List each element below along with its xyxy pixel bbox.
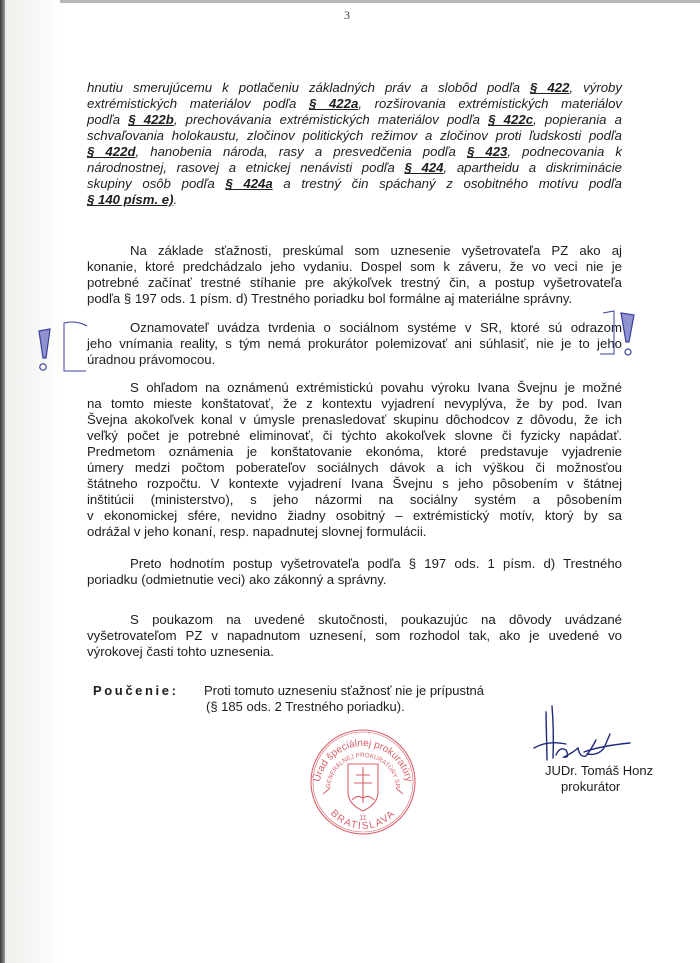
text-line: Na základe sťažnosti, preskúmal som uznesenie vyšetrovateľa PZ ako aj: [130, 243, 622, 258]
text-segment: podľa: [87, 112, 129, 127]
text-segment: skupiny osôb podľa: [87, 176, 226, 191]
text-segment: , hanobenia národa, rasy a presvedčenia podľa: [135, 144, 467, 159]
stamp-inner-text: GENERÁLNEJ PROKURATÚRY SR: [324, 751, 402, 789]
text-segment: extrémistických materiálov podľa: [87, 96, 309, 111]
text-line: Predmetom oznámenia je konštatovanie ekonóma, ktoré predstavuje vyjadrenie: [87, 444, 622, 459]
text-line: v ekonomickej sfére, nevidno žiadny osobitný – extrémistický motív, ktorý by sa: [87, 508, 622, 523]
text-segment: , prechovávania extrémistických materiálov podľa: [173, 112, 489, 127]
text-segment: , výroby: [569, 80, 622, 95]
text-line: Švejna akokoľvek konal v úmysle prenasledovať skupinu dôchodcov z dôvodu, že ich: [87, 412, 622, 427]
poucenie-text: Proti tomuto uzneseniu sťažnosť nie je prípustná: [204, 683, 485, 698]
exclamation-mark-right-icon: [621, 313, 634, 355]
official-stamp: [310, 730, 415, 834]
text-line: podľa § 197 ods. 1 písm. d) Trestného poriadku bol formálne aj materiálne správny.: [87, 291, 573, 306]
signer-role: prokurátor: [561, 779, 621, 794]
text-segment: a trestný čin spáchaný z osobitného motívu podľa: [272, 176, 622, 191]
legal-reference: § 422c: [488, 112, 534, 127]
text-segment: schvaľovania holokaustu, zločinov politických režimov a zločinov proti ľudskosti podľa: [87, 128, 622, 143]
text-segment: , popierania a: [533, 112, 622, 127]
text-line: Oznamovateľ uvádza tvrdenia o sociálnom systéme v SR, ktoré sú odrazom: [130, 320, 622, 335]
text-line: jeho vnímania reality, s tým nemá prokurátor polemizovať ani súhlasiť, nie je to jeho: [87, 336, 622, 351]
handwritten-signature: [534, 706, 630, 760]
text-line: úradnou právomocou.: [87, 352, 216, 367]
text-line: výrokovej časti tohto uznesenia.: [87, 644, 274, 659]
stamp-outer-text: Úrad špeciálnej prokuratúry: [311, 737, 415, 784]
text-line: Preto hodnotím postup vyšetrovateľa podľa § 197 ods. 1 písm. d) Trestného: [130, 556, 622, 571]
legal-reference: § 422b: [128, 112, 174, 127]
text-line: S poukazom na uvedené skutočnosti, poukazujúc na dôvody uvádzané: [130, 612, 622, 627]
bracket-left-icon: [64, 322, 87, 371]
legal-reference: § 423: [466, 144, 508, 159]
stamp-number: 11: [359, 815, 367, 822]
text-segment: hnutiu smerujúcemu k potlačeniu základných práv a slobôd podľa: [87, 80, 531, 95]
signer-name: JUDr. Tomáš Honz: [545, 763, 654, 778]
legal-reference: § 422: [530, 80, 570, 95]
text-line: potrebné začínať trestné stíhanie pre akýkoľvek trestný čin, a postup vyšetrovateľa: [87, 275, 622, 290]
text-line: štátneho rozpočtu. V kontexte vyjadrení Ivana Švejnu s jeho pôsobením v štátnej: [87, 476, 622, 491]
text-segment: národnostnej, rasovej a etnickej nenávisti podľa: [87, 160, 405, 175]
text-segment: , podnecovania k: [507, 144, 622, 159]
legal-reference: § 424a: [225, 176, 273, 191]
text-line: vyšetrovateľom PZ v napadnutom uznesení, som rozhodol tak, ako je uvedené vo: [87, 628, 622, 643]
text-line: veľký počet je potrebné eliminovať, či týchto akokoľvek slovne či fyzicky napádať.: [87, 428, 622, 443]
page-number: 3: [344, 8, 350, 22]
text-line: úmery medzi počtom poberateľov sociálnych dávok a ich výškou či možnosťou: [87, 460, 622, 475]
text-segment: .: [173, 192, 178, 207]
text-segment: , rozširovania extrémistických materiálov: [358, 96, 622, 111]
poucenie-reference: (§ 185 ods. 2 Trestného poriadku).: [206, 699, 405, 714]
text-line: S ohľadom na oznámenú extrémistickú povahu výroku Ivana Švejnu je možné: [130, 380, 622, 395]
legal-reference: § 422a: [308, 96, 359, 111]
bracket-right-icon: [600, 311, 614, 354]
exclamation-mark-left-icon: [39, 329, 50, 370]
text-line: inštitúcii (ministerstvo), s jeho názormi na sociálny systém a pôsobením: [87, 492, 622, 507]
text-segment: , apartheidu a diskriminácie: [443, 160, 622, 175]
legal-reference: § 422d: [87, 144, 136, 159]
poucenie-label: Poučenie:: [93, 683, 179, 698]
text-line: konanie, ktoré predchádzalo jeho vydaniu. Dospel som k záveru, že vo veci nie je: [87, 259, 622, 274]
text-line: poriadku (odmietnutie veci) ako zákonný a správny.: [87, 572, 387, 587]
stamp-city: BRATISLAVA: [328, 807, 398, 833]
legal-reference: § 140 písm. e): [87, 192, 174, 207]
text-line: odrážal v jeho konaní, resp. napadnutej slovnej formulácii.: [87, 524, 427, 539]
text-line: na tomto mieste konštatovať, že z kontextu vyjadrení nevyplýva, že by pod. Ivan: [87, 396, 622, 411]
legal-reference: § 424: [404, 160, 444, 175]
